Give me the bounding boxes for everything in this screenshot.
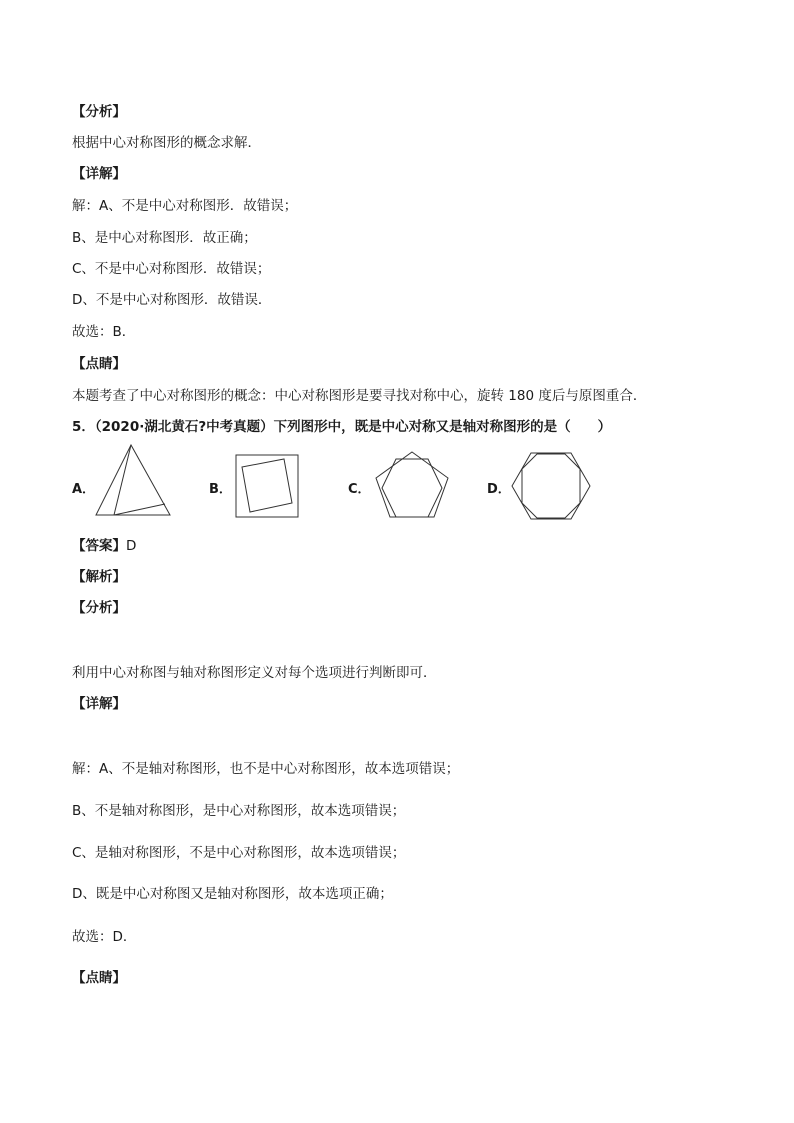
analysis-text: 利用中心对称图与轴对称图形定义对每个选项进行判断即可．	[72, 665, 437, 681]
triangle-figure	[92, 445, 174, 517]
conclusion-text: 故选：D．	[72, 929, 137, 945]
option-b-label: B．	[209, 482, 232, 497]
question-5-stem: 5．（2020·湖北黄石?中考真题）下列图形中，既是中心对称又是轴对称图形的是（ ）	[72, 419, 612, 435]
solution-heading: 【解析】	[72, 569, 126, 585]
comment-text: 本题考查了中心对称图形的概念：中心对称图形是要寻找对称中心，旋转 180 度后与原图重合．	[72, 388, 647, 404]
detail-heading: 【详解】	[72, 696, 126, 712]
comment-heading: 【点睛】	[72, 970, 126, 986]
square-in-square-figure	[234, 453, 300, 519]
comment-heading: 【点睛】	[72, 356, 126, 372]
detail-line: D、既是中心对称图又是轴对称图形，故本选项正确；	[72, 886, 393, 902]
detail-line: 故选：B．	[72, 324, 136, 340]
option-a-label: A．	[72, 482, 96, 497]
analysis-heading: 【分析】	[72, 104, 126, 120]
answer-row	[72, 537, 136, 555]
detail-line: C、不是中心对称图形．故错误；	[72, 261, 271, 277]
detail-heading: 【详解】	[72, 166, 126, 182]
option-d-label: D．	[487, 482, 511, 497]
hexagon-octagon-figure	[511, 451, 593, 521]
answer-heading: 【答案】	[72, 538, 126, 554]
detail-line: D、不是中心对称图形．故错误．	[72, 292, 272, 308]
answer-value: D	[126, 538, 137, 554]
detail-line: 解：A、不是中心对称图形．故错误；	[72, 198, 298, 214]
analysis-heading: 【分析】	[72, 600, 126, 616]
option-c-label: C．	[348, 482, 371, 497]
detail-line: C、是轴对称图形，不是中心对称图形，故本选项错误；	[72, 845, 406, 861]
analysis-text: 根据中心对称图形的概念求解．	[72, 135, 261, 151]
detail-line: B、不是轴对称图形，是中心对称图形，故本选项错误；	[72, 803, 406, 819]
detail-line: 解：A、不是轴对称图形，也不是中心对称图形，故本选项错误；	[72, 761, 460, 777]
detail-line: B、是中心对称图形．故正确；	[72, 230, 257, 246]
pentagon-hexagon-figure	[373, 450, 451, 520]
